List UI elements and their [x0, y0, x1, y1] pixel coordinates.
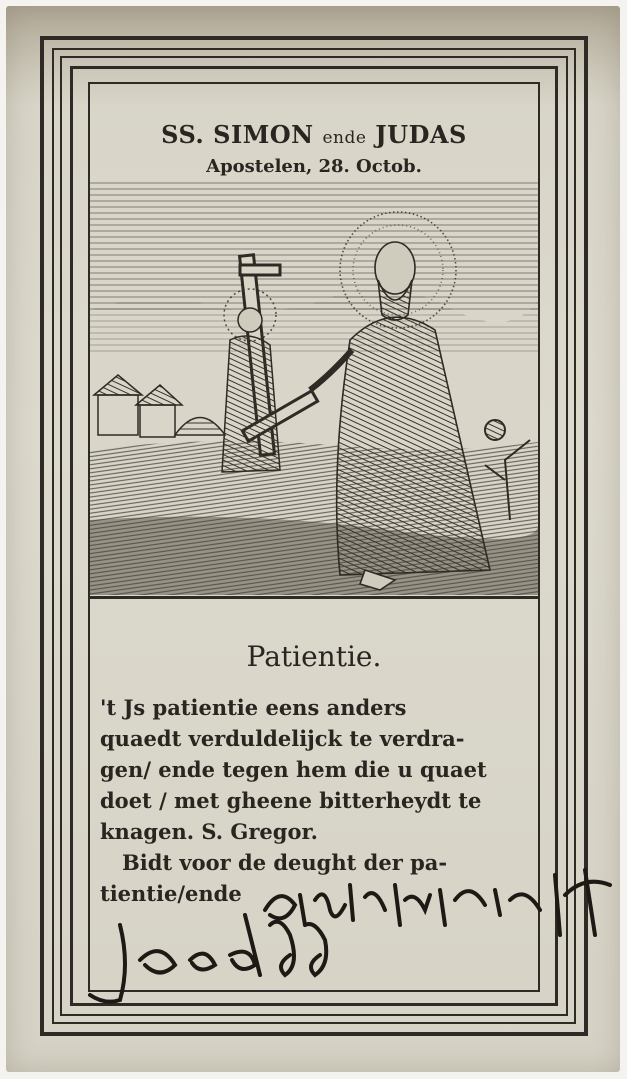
- body-line: knagen. S. Gregor.: [100, 819, 318, 844]
- body-line: gen/ ende tegen hem die u quaet: [100, 757, 487, 782]
- engraving-illustration: [90, 180, 538, 595]
- prayer-line: tientie/ende: [100, 881, 242, 906]
- prayer-line: Bidt voor de deught der pa-: [122, 850, 448, 875]
- title-name-judas: JUDAS: [375, 120, 467, 149]
- handwriting-stroke-2: [80, 905, 370, 1010]
- title-name-simon: SIMON: [213, 120, 314, 149]
- virtue-heading: Patientie.: [246, 640, 382, 673]
- body-line: quaedt verduldelijck te verdra-: [100, 726, 465, 751]
- engraving-scene: [90, 180, 538, 595]
- body-line: 't Js patientie eens anders: [100, 695, 407, 720]
- title-conjunction: ende: [322, 128, 367, 148]
- card-subtitle: Apostelen, 28. Octob.: [206, 156, 422, 177]
- handwritten-signature-2: [80, 905, 370, 1010]
- divider-line: [88, 596, 540, 599]
- card-title: [88, 120, 540, 149]
- body-line: doet / met gheene bitterheydt te: [100, 788, 482, 813]
- title-prefix: SS.: [161, 120, 205, 149]
